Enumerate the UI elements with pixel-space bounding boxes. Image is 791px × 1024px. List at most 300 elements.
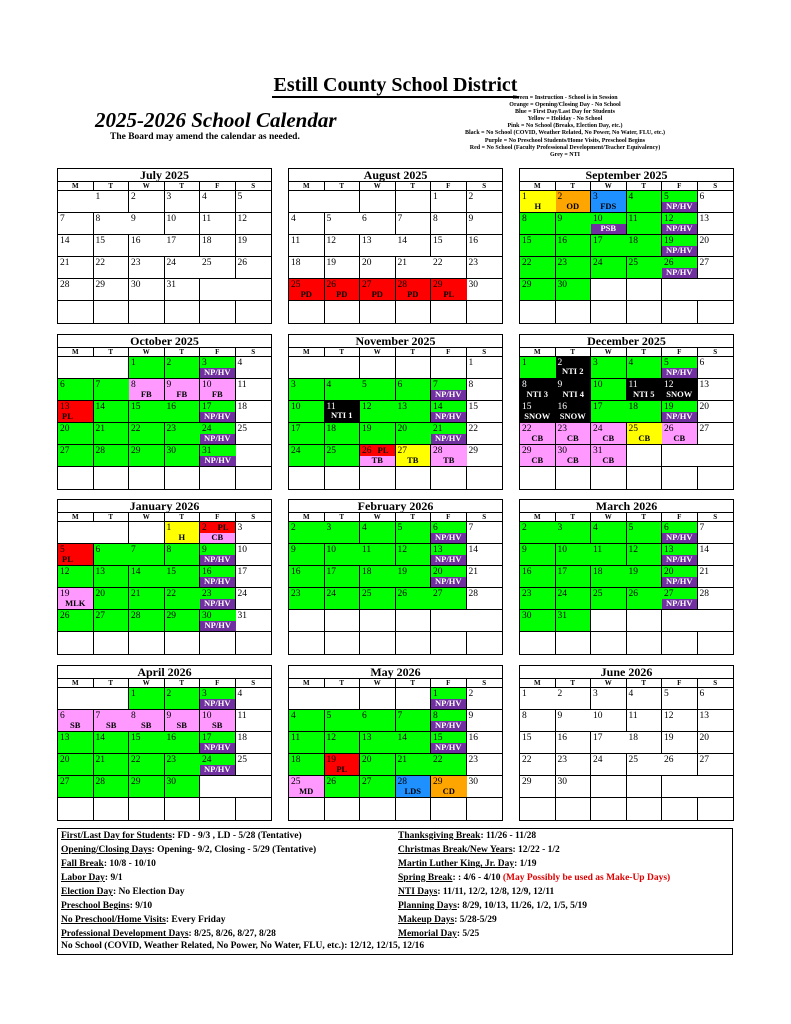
day-number: 24 — [326, 589, 336, 599]
month-title: May 2026 — [289, 666, 502, 679]
day-cell — [58, 423, 94, 445]
weekday-header: T — [396, 182, 432, 191]
empty-cell — [591, 610, 627, 632]
day-number: 30 — [522, 611, 532, 621]
day-cell — [236, 522, 272, 544]
day-number: 14 — [60, 236, 70, 246]
day-cell — [396, 710, 432, 732]
day-number: 10 — [202, 711, 212, 721]
day-number: 18 — [202, 236, 212, 246]
day-cell — [591, 754, 627, 776]
day-number: 16 — [166, 402, 176, 412]
day-number: 24 — [166, 258, 176, 268]
weekday-header: F — [662, 182, 698, 191]
day-number: 10 — [166, 214, 176, 224]
day-cell — [556, 235, 592, 257]
day-cell — [698, 544, 734, 566]
day-cell — [58, 445, 94, 467]
day-number: 17 — [593, 402, 603, 412]
day-cell — [431, 544, 467, 566]
empty-cell — [289, 632, 325, 654]
day-cell — [360, 379, 396, 401]
day-cell — [556, 544, 592, 566]
day-number: 19 — [60, 589, 70, 599]
day-number: 19 — [362, 424, 372, 434]
weekday-header: T — [556, 182, 592, 191]
day-number: 9 — [291, 545, 296, 555]
day-number: 8 — [522, 711, 527, 721]
weekday-header: T — [94, 513, 130, 522]
month-title: June 2026 — [520, 666, 733, 679]
day-cell — [58, 610, 94, 632]
day-number: 15 — [433, 236, 443, 246]
day-number: 14 — [95, 733, 105, 743]
day-number: 7 — [95, 380, 101, 390]
empty-cell — [129, 467, 165, 489]
day-cell — [467, 710, 503, 732]
day-cell — [200, 544, 236, 566]
day-number: 11 — [362, 545, 372, 555]
day-cell — [325, 279, 361, 301]
day-code: PD — [407, 289, 419, 299]
empty-cell — [467, 467, 503, 489]
day-cell — [431, 235, 467, 257]
day-cell — [94, 710, 130, 732]
day-number: 1 — [131, 689, 136, 699]
day-cell — [520, 401, 556, 423]
weekday-header: F — [200, 679, 236, 688]
day-cell — [58, 544, 94, 566]
day-number: 8 — [468, 380, 474, 390]
empty-cell — [94, 798, 130, 820]
day-number: 9 — [522, 545, 527, 555]
day-number: 17 — [202, 402, 212, 412]
day-cell — [165, 379, 201, 401]
day-number: 18 — [628, 236, 638, 246]
day-number: 29 — [522, 280, 532, 290]
day-cell — [591, 710, 627, 732]
day-cell — [289, 732, 325, 754]
day-cell — [662, 379, 698, 401]
day-number: 29 — [433, 280, 443, 290]
day-number: 10 — [593, 711, 603, 721]
day-number: 18 — [291, 258, 301, 268]
day-cell — [520, 754, 556, 776]
day-cell — [627, 754, 663, 776]
empty-cell — [396, 467, 432, 489]
day-code: NP/HV — [666, 367, 693, 377]
weekday-header: W — [129, 182, 165, 191]
day-number: 10 — [291, 402, 301, 412]
day-number: 21 — [699, 567, 709, 577]
note-mlk: Martin Luther King, Jr. Day: 1/19 — [398, 859, 537, 869]
day-cell — [556, 588, 592, 610]
day-code: NP/HV — [666, 598, 693, 608]
day-number: 6 — [397, 380, 403, 390]
day-code-top: PL — [217, 522, 229, 532]
day-number: 27 — [699, 258, 709, 268]
day-cell — [58, 279, 94, 301]
empty-cell — [94, 467, 130, 489]
day-number: 30 — [166, 446, 176, 456]
weekday-header: F — [200, 348, 236, 357]
day-cell — [662, 754, 698, 776]
day-cell — [94, 610, 130, 632]
day-cell — [360, 522, 396, 544]
note-planning-days: Planning Days: 8/29, 10/13, 11/26, 1/2, 1/5, 5/19 — [398, 901, 587, 911]
day-number: 30 — [202, 611, 212, 621]
empty-cell — [360, 467, 396, 489]
empty-cell — [627, 776, 663, 798]
weekday-header: T — [556, 513, 592, 522]
day-number: 29 — [522, 446, 532, 456]
empty-cell — [520, 467, 556, 489]
weekday-header: W — [591, 513, 627, 522]
day-cell — [556, 423, 592, 445]
day-number: 13 — [699, 711, 709, 721]
day-cell — [236, 610, 272, 632]
note-makeup-days: Makeup Days: 5/28-5/29 — [398, 915, 497, 925]
empty-cell — [200, 279, 236, 301]
day-cell — [325, 522, 361, 544]
day-number: 8 — [433, 711, 438, 721]
day-cell — [662, 588, 698, 610]
empty-cell — [165, 632, 201, 654]
weekday-header: F — [662, 513, 698, 522]
day-number: 27 — [699, 755, 709, 765]
month-august-2025 — [288, 168, 503, 324]
weekday-header: M — [520, 348, 556, 357]
weekday-header: M — [289, 348, 325, 357]
day-cell — [627, 522, 663, 544]
day-number: 24 — [237, 589, 247, 599]
day-code: CB — [602, 455, 615, 465]
day-cell — [236, 423, 272, 445]
day-number: 22 — [522, 755, 532, 765]
day-number: 29 — [522, 777, 532, 787]
empty-cell — [58, 467, 94, 489]
empty-cell — [396, 688, 432, 710]
day-number: 6 — [60, 711, 65, 721]
day-number: 6 — [95, 545, 101, 555]
day-number: 9 — [557, 380, 563, 390]
day-number: 29 — [166, 611, 176, 621]
day-number: 5 — [664, 192, 669, 202]
note-nti-days: NTI Days: 11/11, 12/2, 12/8, 12/9, 12/11 — [398, 887, 555, 897]
weekday-header: W — [360, 182, 396, 191]
empty-cell — [289, 467, 325, 489]
day-number: 14 — [468, 545, 478, 555]
day-cell — [94, 379, 130, 401]
day-code: CB — [566, 433, 579, 443]
day-cell — [396, 401, 432, 423]
day-cell — [129, 191, 165, 213]
empty-cell — [396, 301, 432, 323]
day-number: 4 — [628, 192, 634, 202]
weekday-header: W — [360, 679, 396, 688]
day-cell — [129, 610, 165, 632]
legend-item: Blue = First Day/Last Day for Students — [515, 109, 615, 116]
day-number: 2 — [131, 192, 136, 202]
day-number: 14 — [699, 545, 709, 555]
day-cell — [396, 522, 432, 544]
day-number: 10 — [557, 545, 567, 555]
day-cell — [236, 213, 272, 235]
day-number: 1 — [522, 689, 527, 699]
day-code: MD — [299, 786, 314, 796]
day-number: 11 — [326, 402, 336, 412]
empty-cell — [591, 279, 627, 301]
weekday-header: T — [627, 182, 663, 191]
day-code: SB — [141, 720, 152, 730]
day-cell — [627, 423, 663, 445]
empty-cell — [662, 798, 698, 820]
day-number: 13 — [60, 733, 70, 743]
empty-cell — [396, 798, 432, 820]
day-cell — [325, 754, 361, 776]
day-cell — [236, 588, 272, 610]
day-code: TB — [407, 455, 419, 465]
day-number: 24 — [202, 424, 212, 434]
day-number: 17 — [557, 567, 567, 577]
day-number: 20 — [60, 755, 70, 765]
day-cell — [698, 710, 734, 732]
day-number: 9 — [468, 711, 474, 721]
day-code: PL — [62, 554, 73, 564]
day-cell — [556, 522, 592, 544]
day-cell — [325, 379, 361, 401]
day-number: 3 — [166, 192, 172, 202]
weekday-header: F — [662, 679, 698, 688]
day-cell — [360, 257, 396, 279]
day-cell — [467, 445, 503, 467]
day-cell — [360, 235, 396, 257]
empty-cell — [467, 632, 503, 654]
day-cell — [325, 732, 361, 754]
day-number: 18 — [326, 424, 336, 434]
day-cell — [520, 257, 556, 279]
day-number: 27 — [397, 446, 407, 456]
day-number: 19 — [664, 236, 674, 246]
day-cell — [520, 688, 556, 710]
empty-cell — [325, 632, 361, 654]
weekday-header: T — [325, 182, 361, 191]
day-cell — [396, 776, 432, 798]
day-cell — [200, 688, 236, 710]
day-cell — [591, 544, 627, 566]
day-number: 28 — [95, 777, 105, 787]
day-number: 3 — [593, 358, 598, 368]
day-number: 24 — [291, 446, 301, 456]
empty-cell — [289, 610, 325, 632]
day-cell — [396, 566, 432, 588]
day-number: 28 — [468, 589, 478, 599]
month-title: February 2026 — [289, 500, 502, 513]
day-cell — [520, 213, 556, 235]
day-cell — [591, 445, 627, 467]
day-number: 23 — [202, 589, 212, 599]
legend-item: Grey = NTI — [550, 151, 580, 158]
day-number: 9 — [166, 711, 172, 721]
day-cell — [556, 688, 592, 710]
day-number: 19 — [326, 258, 336, 268]
day-number: 1 — [433, 192, 438, 202]
day-cell — [627, 257, 663, 279]
day-cell — [165, 401, 201, 423]
empty-cell — [289, 191, 325, 213]
day-cell — [556, 357, 592, 379]
day-cell — [165, 257, 201, 279]
day-number: 4 — [237, 358, 243, 368]
day-code: PL — [336, 764, 348, 774]
note-first-last-day: First/Last Day for Students: FD - 9/3 , LD - 5/28 (Tentative) — [61, 831, 302, 841]
empty-cell — [58, 522, 94, 544]
day-number: 6 — [433, 523, 438, 533]
day-number: 8 — [166, 545, 172, 555]
empty-cell — [520, 798, 556, 820]
day-number: 16 — [131, 236, 141, 246]
empty-cell — [431, 467, 467, 489]
district-title: Estill County School District — [273, 74, 518, 96]
day-cell — [396, 257, 432, 279]
day-number: 15 — [522, 402, 532, 412]
day-number: 23 — [166, 424, 176, 434]
day-cell — [165, 279, 201, 301]
weekday-header: T — [94, 679, 130, 688]
day-number: 5 — [664, 689, 669, 699]
day-number: 22 — [95, 258, 105, 268]
empty-cell — [360, 632, 396, 654]
weekday-header: T — [165, 513, 201, 522]
day-cell — [129, 257, 165, 279]
day-cell — [325, 235, 361, 257]
day-code: PL — [443, 289, 455, 299]
day-number: 4 — [237, 689, 243, 699]
day-cell — [556, 191, 592, 213]
day-cell — [58, 235, 94, 257]
weekday-header: F — [431, 182, 467, 191]
day-cell — [165, 688, 201, 710]
day-code: LDS — [404, 786, 422, 796]
day-cell — [431, 423, 467, 445]
day-number: 27 — [699, 424, 709, 434]
month-december-2025 — [519, 334, 734, 490]
day-cell — [200, 522, 236, 544]
day-number: 9 — [131, 214, 136, 224]
day-cell — [200, 732, 236, 754]
day-cell — [165, 710, 201, 732]
day-cell — [396, 588, 432, 610]
day-cell — [289, 379, 325, 401]
empty-cell — [627, 467, 663, 489]
empty-cell — [325, 610, 361, 632]
day-cell — [556, 213, 592, 235]
empty-cell — [591, 467, 627, 489]
empty-cell — [431, 357, 467, 379]
day-code: NP/HV — [204, 742, 231, 752]
empty-cell — [698, 632, 734, 654]
day-cell — [165, 423, 201, 445]
day-cell — [698, 588, 734, 610]
day-cell — [200, 235, 236, 257]
day-code: CB — [638, 433, 651, 443]
day-number: 6 — [362, 214, 367, 224]
notes-box — [57, 828, 733, 955]
day-number: 2 — [557, 358, 563, 368]
day-number: 16 — [557, 236, 567, 246]
day-cell — [289, 710, 325, 732]
day-cell — [236, 710, 272, 732]
header — [0, 0, 791, 170]
empty-cell — [129, 798, 165, 820]
day-number: 30 — [166, 777, 176, 787]
day-number: 5 — [60, 545, 65, 555]
day-number: 14 — [397, 733, 407, 743]
day-cell — [289, 522, 325, 544]
day-code: NTI 1 — [331, 410, 353, 420]
empty-cell — [591, 301, 627, 323]
day-cell — [520, 379, 556, 401]
day-number: 8 — [522, 214, 527, 224]
day-code: PD — [371, 289, 383, 299]
day-cell — [236, 754, 272, 776]
empty-cell — [129, 522, 165, 544]
empty-cell — [520, 632, 556, 654]
day-number: 17 — [202, 733, 212, 743]
day-cell — [627, 213, 663, 235]
day-cell — [520, 235, 556, 257]
day-cell — [698, 688, 734, 710]
day-number: 10 — [326, 545, 336, 555]
legend-item: Black = No School (COVID, Weather Related, No Power, No Water, FLU, etc.) — [465, 130, 665, 137]
day-number: 8 — [131, 711, 136, 721]
empty-cell — [556, 301, 592, 323]
day-cell — [591, 191, 627, 213]
day-code: NP/HV — [204, 367, 231, 377]
day-number: 3 — [202, 689, 207, 699]
day-code: NP/HV — [435, 720, 462, 730]
day-cell — [129, 776, 165, 798]
day-cell — [94, 754, 130, 776]
day-cell — [467, 522, 503, 544]
legend-item: Purple = No Preschool Students/Home Visits, Preschool Begins — [484, 137, 646, 144]
day-cell — [396, 445, 432, 467]
day-cell — [698, 401, 734, 423]
day-number: 20 — [433, 567, 443, 577]
weekday-header: W — [591, 348, 627, 357]
day-number: 22 — [131, 424, 141, 434]
day-number: 28 — [433, 446, 443, 456]
day-number: 13 — [699, 214, 709, 224]
day-number: 7 — [95, 711, 101, 721]
month-title: December 2025 — [520, 335, 733, 348]
day-number: 2 — [291, 523, 296, 533]
day-cell — [431, 776, 467, 798]
day-cell — [360, 566, 396, 588]
day-code: CB — [211, 532, 224, 542]
day-number: 22 — [522, 424, 532, 434]
day-number: 23 — [468, 258, 478, 268]
day-number: 12 — [664, 380, 674, 390]
day-code: FDS — [600, 201, 617, 211]
empty-cell — [591, 776, 627, 798]
day-cell — [396, 732, 432, 754]
day-number: 13 — [433, 545, 443, 555]
day-cell — [236, 688, 272, 710]
day-number: 22 — [433, 755, 443, 765]
day-cell — [325, 423, 361, 445]
empty-cell — [627, 445, 663, 467]
